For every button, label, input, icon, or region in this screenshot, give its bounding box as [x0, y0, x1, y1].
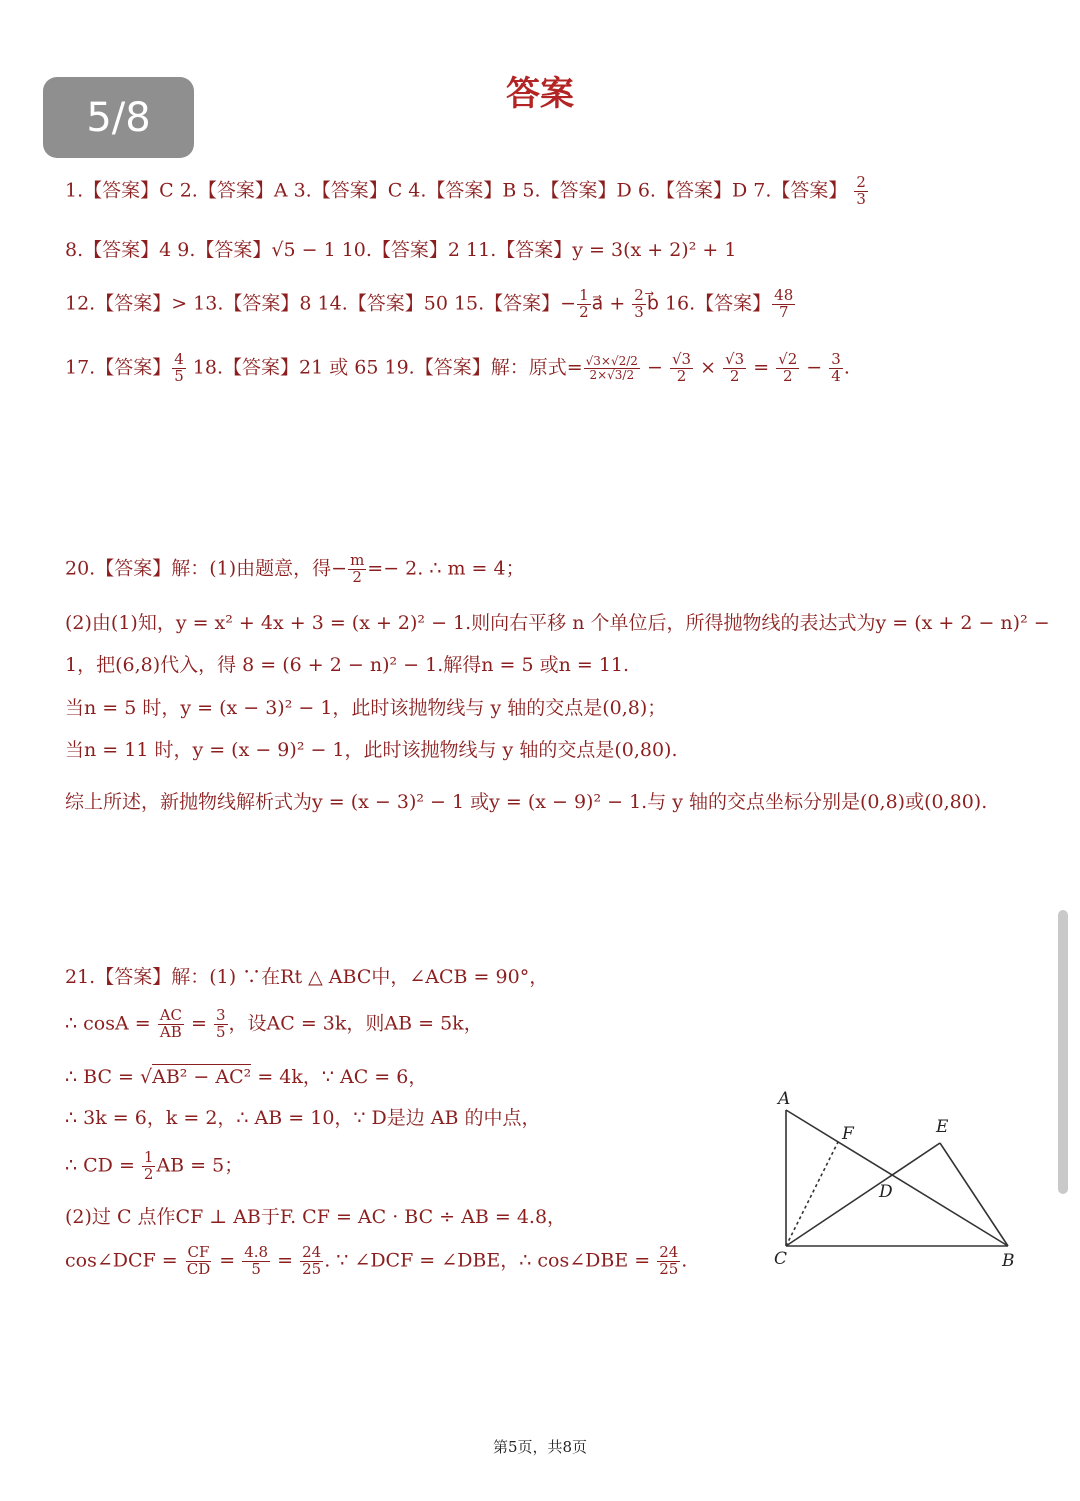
equals-sign-4: = [271, 1249, 300, 1272]
q21-line-3 [65, 1062, 427, 1089]
equals-sign: = [747, 356, 776, 379]
fraction-sqrt3-2-a: $\frac{√3}{2}$ [671, 350, 692, 385]
q20-line-4: 当n = 5 时，y = (x − 3)² − 1，此时该抛物线与 y 轴的交点是(0,8)； [65, 697, 667, 719]
label-A: A [778, 1089, 791, 1109]
q21-line-7-middle: . ∵ ∠DCF = ∠DBE，∴ cos∠DBE = [324, 1249, 657, 1272]
answers-18-19-text: 18.【答案】21 或 65 19.【答案】解：原式= [186, 356, 583, 379]
answers-1-7-text: 1.【答案】C 2.【答案】A 3.【答案】C 4.【答案】B 5.【答案】D 6.【答案】D 7.【答案】 [65, 179, 848, 202]
q21-line-4: ∴ 3k = 6，k = 2，∴ AB = 10，∵ D是边 AB 的中点， [65, 1107, 541, 1129]
fraction-AC-AB: $\frac{AC}{AB}$ [159, 1006, 182, 1041]
segment-CF-dashed [786, 1142, 838, 1246]
triangle-figure [760, 1080, 1030, 1280]
cd-text: ∴ CD = [65, 1154, 141, 1177]
fraction-3-5: $\frac{3}{5}$ [216, 1006, 226, 1041]
fraction-sqrt3-2-b: $\frac{√3}{2}$ [725, 350, 745, 385]
vertical-scrollbar[interactable] [1058, 910, 1068, 1194]
fraction-24-25-b: $\frac{24}{25}$ [659, 1243, 679, 1278]
segment-AB [786, 1110, 1008, 1246]
q21-line-1: 21.【答案】解：(1) ∵在Rt △ ABC中，∠ACB = 90°， [65, 966, 549, 988]
page-title: 答案 [506, 74, 574, 114]
answers-8-11-text: 8.【答案】4 9.【答案】√5 − 1 10.【答案】2 11.【答案】y = 3(x + 2)² + 1 [65, 239, 737, 261]
q20-line-5: 当n = 11 时，y = (x − 9)² − 1，此时该抛物线与 y 轴的交点是(0,80). [65, 739, 678, 761]
q21-line-3-rest: = 4k，∵ AC = 6， [251, 1066, 428, 1088]
q21-line-7 [65, 1245, 687, 1278]
equals-sign-3: = [213, 1249, 242, 1272]
fraction-2-3: $\frac{2}{3}$ [634, 286, 644, 321]
q20-line-1-text: 20.【答案】解：(1)由题意，得− [65, 557, 348, 580]
page-indicator-badge: 5/8 [43, 77, 194, 158]
fraction-CF-CD: $\frac{CF}{CD}$ [186, 1243, 211, 1278]
page-footer: 第5页，共8页 [492, 1438, 588, 1456]
q21-line-6: (2)过 C 点作CF ⊥ AB于F. CF = AC · BC ÷ AB = 4.8， [65, 1206, 567, 1228]
answer-line-4 [65, 352, 850, 385]
fraction-m-2: $\frac{m}{2}$ [350, 551, 365, 586]
fraction-answer-7: $\frac{2}{3}$ [856, 173, 866, 208]
fraction-sqrt2-2: $\frac{√2}{2}$ [778, 350, 798, 385]
answer-17-label: 17.【答案】 [65, 356, 172, 379]
times-sign: × [694, 356, 723, 379]
label-E: E [936, 1117, 949, 1137]
cos-dcf-text: cos∠DCF = [65, 1249, 184, 1272]
answers-12-15-text: 12.【答案】> 13.【答案】8 14.【答案】50 15.【答案】− [65, 292, 577, 315]
equals-sign-2: = [185, 1012, 213, 1035]
q21-line-5-rest: AB = 5； [156, 1154, 244, 1177]
fraction-48-7: $\frac{48}{7}$ [774, 286, 794, 321]
fraction-1-2-b: $\frac{1}{2}$ [143, 1148, 154, 1183]
q21-line-2-rest: ，设AC = 3k，则AB = 5k， [228, 1012, 483, 1035]
fraction-3-4: $\frac{3}{4}$ [831, 350, 841, 385]
minus-sign-2: − [800, 356, 829, 379]
q21-line-2 [65, 1008, 483, 1041]
answer-line-1 [65, 175, 869, 208]
q20-line-3: 1，把(6,8)代入，得 8 = (6 + 2 − n)² − 1.解得n = 5 或n = 11. [65, 654, 630, 676]
label-F: F [842, 1124, 854, 1144]
bc-text: ∴ BC = √ [65, 1066, 153, 1088]
fraction-1-2: $\frac{1}{2}$ [579, 286, 589, 321]
cosA-text: ∴ cosA = [65, 1012, 157, 1035]
q20-line-2: (2)由(1)知，y = x² + 4x + 3 = (x + 2)² − 1.则向右平移 n 个单位后，所得抛物线的表达式为y = (x + 2 − n)² − [65, 612, 1050, 634]
answer-line-2 [65, 235, 736, 262]
label-B: B [1002, 1251, 1015, 1271]
label-C: C [774, 1249, 788, 1269]
answer-line-3 [65, 288, 796, 321]
fraction-4-8-5: $\frac{4.8}{5}$ [244, 1243, 269, 1278]
q21-line-5 [65, 1150, 243, 1183]
period-2: . [681, 1249, 688, 1272]
minus-sign: − [640, 356, 669, 379]
segment-EB [940, 1143, 1008, 1246]
label-D: D [879, 1182, 893, 1202]
q20-line-1-result: =− 2. ∴ m = 4； [367, 557, 525, 580]
fraction-compound: $\frac{√3\times√2/2}{2\times√3/2}$ [585, 354, 638, 382]
sqrt-radicand: AB² − AC² [152, 1066, 252, 1088]
fraction-24-25-a: $\frac{24}{25}$ [302, 1243, 322, 1278]
q20-line-1 [65, 553, 525, 586]
period: . [843, 356, 850, 379]
fraction-4-5: $\frac{4}{5}$ [174, 350, 184, 385]
segment-CE [786, 1143, 940, 1246]
vector-b-answer-16-text: b⃗ 16.【答案】 [646, 292, 772, 315]
vector-a-text: a⃗ + [591, 292, 632, 315]
q20-line-6: 综上所述，新抛物线解析式为y = (x − 3)² − 1 或y = (x − 9)² − 1.与 y 轴的交点坐标分别是(0,8)或(0,80). [65, 791, 988, 813]
